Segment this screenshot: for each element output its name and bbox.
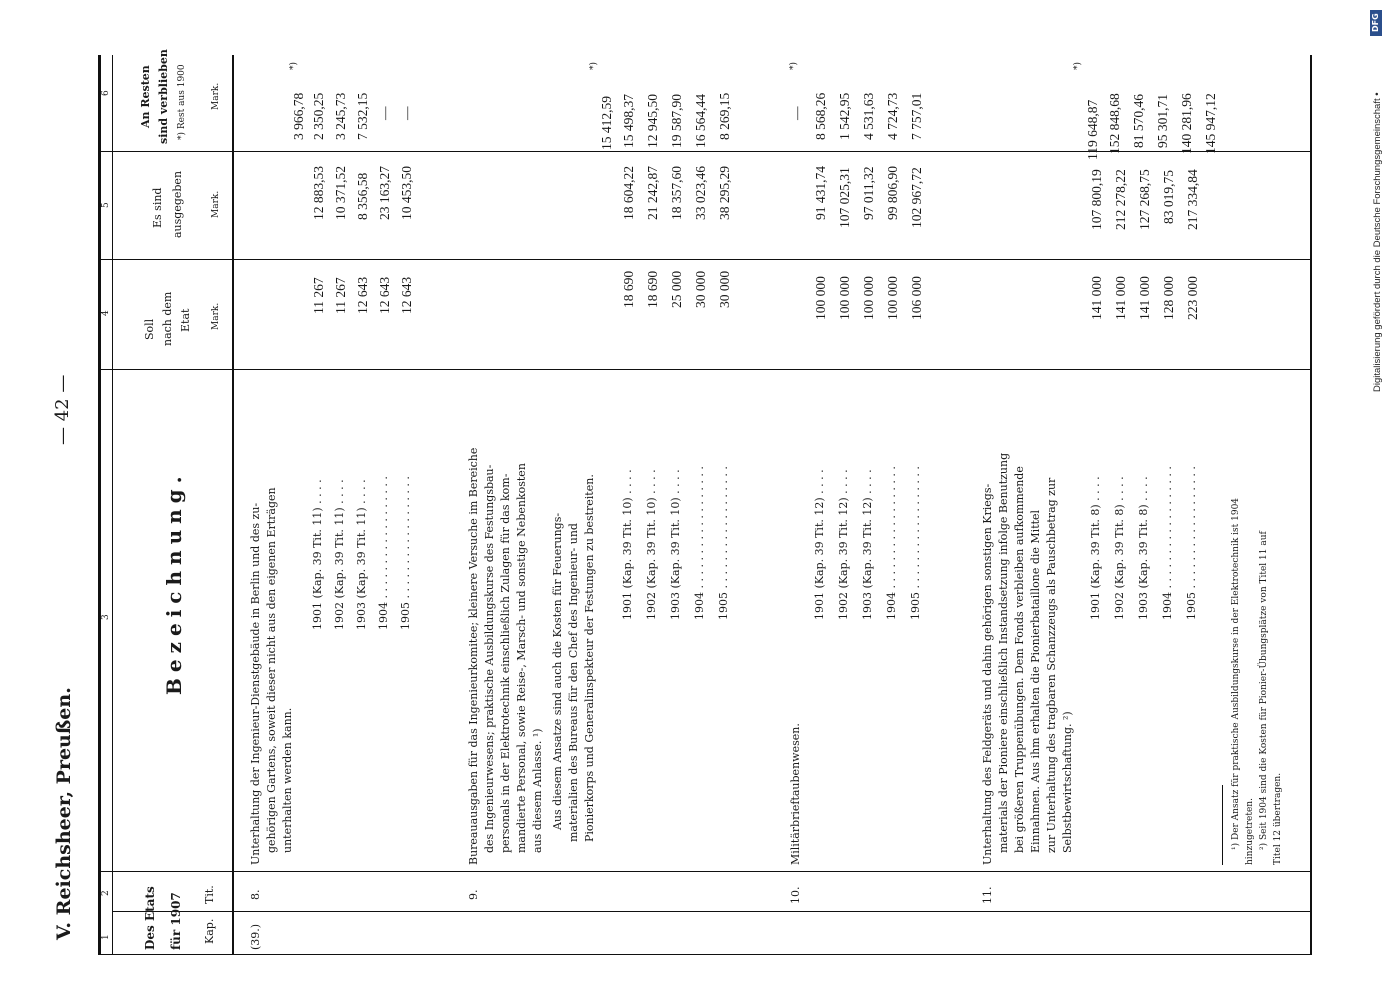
- col12-head-line2: für 1907: [169, 892, 183, 950]
- s9-row5-soll: 30 000: [717, 270, 732, 308]
- s11-row2-label: 1902 (Kap. 39 Tit. 8) . . . .: [1113, 476, 1126, 620]
- section-9-text-2: des Ingenieurwesens; praktische Ausbildungskurse des Festungsbau-: [483, 464, 496, 853]
- s10-row5-label: 1905 . . . . . . . . . . . . . . . . . .: [909, 466, 922, 620]
- col5-head-line2: ausgegeben: [171, 170, 184, 238]
- col-sep-kap-tit: [112, 911, 1310, 912]
- s10-row2-ausgegeben: 107 025,31: [837, 167, 852, 228]
- s9-row3-label: 1903 (Kap. 39 Tit. 10) . . . .: [669, 469, 682, 620]
- col6-head-line2: sind verblieben: [157, 49, 170, 144]
- section-title: V. Reichsheer, Preußen.: [53, 687, 75, 940]
- s10-row5-ausgegeben: 102 967,72: [909, 167, 924, 228]
- footnote-2-line1: ²) Seit 1904 sind die Kosten für Pionier-Übungsplätze von Titel 11 auf: [1259, 531, 1269, 850]
- col-num-4: 4: [101, 310, 111, 316]
- s11-row1-soll: 141 000: [1089, 276, 1104, 320]
- s9-row4-ausgegeben: 33 023,46: [693, 166, 708, 220]
- table-bottom-rule: [1310, 55, 1312, 955]
- header-bottom-rule: [232, 55, 234, 955]
- s11-row1-label: 1901 (Kap. 39 Tit. 8) . . . .: [1089, 476, 1102, 620]
- footnote-rule: [1222, 785, 1223, 865]
- s8-row4-label: 1904 . . . . . . . . . . . . . . . . . .: [377, 476, 390, 630]
- s9-row5-ausgegeben: 38 295,29: [717, 166, 732, 220]
- page-number: — 42 —: [52, 374, 73, 445]
- s8-row2-soll: 11 267: [333, 277, 348, 314]
- s8-row1-rest: 2 350,25: [311, 92, 326, 140]
- kap-label: Kap.: [203, 918, 216, 944]
- s9-row1-rest: 15 498,37: [621, 94, 636, 148]
- section-8-text-3: unterhalten werden kann.: [281, 707, 294, 853]
- s8-row4-ausgegeben: 23 163,27: [377, 166, 392, 220]
- col4-head-line3: Etat: [179, 308, 192, 332]
- s8-row3-rest: 7 532,15: [355, 92, 370, 140]
- col-num-2: 2: [101, 890, 111, 896]
- tit-label: Tit.: [203, 885, 216, 904]
- s8-row5-soll: 12 643: [399, 276, 414, 314]
- s9-row4-soll: 30 000: [693, 270, 708, 308]
- dfg-logo-text: DFG: [1371, 13, 1380, 32]
- table-top-rule: [98, 55, 101, 955]
- tit-9: 9.: [467, 889, 480, 900]
- col-num-3: 3: [101, 614, 111, 620]
- section-9-rest-mark: *): [589, 61, 599, 70]
- s8-row3-label: 1903 (Kap. 39 Tit. 11) . . . .: [355, 479, 368, 630]
- s10-row5-rest: 7 757,01: [909, 92, 924, 140]
- s9-row1-ausgegeben: 18 604,22: [621, 166, 636, 220]
- s9-row3-soll: 25 000: [669, 270, 684, 308]
- dfg-logo: [1370, 10, 1382, 36]
- section-11-text-3: bei größeren Truppenübungen. Dem Fonds verbleiben aufkommende: [1013, 466, 1026, 853]
- s11-row4-rest: 140 281,96: [1179, 93, 1194, 154]
- footnote-2-line2: Titel 12 übertragen.: [1273, 772, 1283, 865]
- s9-row5-rest: 8 269,15: [717, 92, 732, 140]
- col5-head-line1: Es sind: [151, 187, 164, 228]
- s11-row4-ausgegeben: 83 019,75: [1161, 170, 1176, 224]
- s11-row5-soll: 223 000: [1185, 276, 1200, 320]
- section-8-rest-mark: *): [289, 61, 299, 70]
- s8-row5-rest: —: [399, 106, 414, 120]
- s11-row1-rest: 152 848,68: [1107, 93, 1122, 154]
- s8-row3-soll: 12 643: [355, 276, 370, 314]
- s11-row5-ausgegeben: 217 334,84: [1185, 169, 1200, 230]
- s10-row1-rest: 8 568,26: [813, 92, 828, 140]
- section-8-text-1: Unterhaltung der Ingenieur-Dienstgebäude in Berlin und des zu-: [249, 502, 262, 865]
- footnote-1-line2: hinzugetreten.: [1245, 798, 1255, 865]
- section-11-text-2: materials der Pioniere einschließlich Instandsetzung infolge Benutzung: [997, 452, 1010, 853]
- section-10-rest-1900: —: [789, 106, 804, 120]
- s10-row3-soll: 100 000: [861, 276, 876, 320]
- col12-head-line1: Des Etats: [143, 886, 157, 950]
- s9-row2-rest: 12 945,50: [645, 94, 660, 148]
- s10-row3-label: 1903 (Kap. 39 Tit. 12) . . . .: [861, 469, 874, 620]
- col6-unit: Mark.: [211, 82, 221, 110]
- s9-row3-ausgegeben: 18 357,60: [669, 166, 684, 220]
- col4-unit: Mark.: [211, 302, 221, 330]
- s8-row5-label: 1905 . . . . . . . . . . . . . . . . . .: [399, 476, 412, 630]
- s11-row3-soll: 141 000: [1137, 276, 1152, 320]
- s9-row3-rest: 19 587,90: [669, 94, 684, 148]
- section-11-text-5: zur Unterhaltung des tragbaren Schanzzeugs als Pauschbetrag zur: [1045, 477, 1058, 853]
- s8-row1-ausgegeben: 12 883,53: [311, 166, 326, 220]
- tit-11: 11.: [981, 886, 994, 904]
- section-10-rest-mark: *): [789, 61, 799, 70]
- s11-row2-soll: 141 000: [1113, 276, 1128, 320]
- bezeichnung-heading: Bezeichnung.: [162, 470, 186, 695]
- section-9-text-3: personals in der Elektrotechnik einschließlich Zulagen für das kom-: [499, 473, 512, 853]
- section-11-rest-1900: 119 648,87: [1085, 99, 1100, 160]
- s10-row2-rest: 1 542,95: [837, 92, 852, 140]
- s9-row4-label: 1904 . . . . . . . . . . . . . . . . . .: [693, 466, 706, 620]
- s10-row2-soll: 100 000: [837, 276, 852, 320]
- section-9-text-1: Bureauausgaben für das Ingenieurkomitee; kleinere Versuche im Bereiche: [467, 447, 480, 865]
- s10-row4-label: 1904 . . . . . . . . . . . . . . . . . .: [885, 466, 898, 620]
- s10-row1-label: 1901 (Kap. 39 Tit. 12) . . . .: [813, 469, 826, 620]
- s8-row2-rest: 3 245,73: [333, 92, 348, 140]
- kap-value: (39.): [249, 923, 262, 950]
- col-sep-kap-b: [98, 871, 1310, 872]
- col-num-1: 1: [101, 934, 111, 940]
- s9-row4-rest: 16 564,44: [693, 94, 708, 148]
- s9-row1-soll: 18 690: [621, 270, 636, 308]
- s8-row2-ausgegeben: 10 371,52: [333, 166, 348, 220]
- section-11-text-6: Selbstbewirtschaftung. ²): [1061, 711, 1074, 853]
- s11-row3-ausgegeben: 127 268,75: [1137, 169, 1152, 230]
- col-num-5: 5: [101, 202, 111, 208]
- s11-row5-rest: 145 947,12: [1203, 93, 1218, 154]
- col5-unit: Mark.: [211, 190, 221, 218]
- col-num-6: 6: [101, 90, 111, 96]
- section-8-rest-1900: 3 966,78: [291, 92, 306, 140]
- col6-note: *) Rest aus 1900: [177, 64, 187, 140]
- tit-8: 8.: [249, 889, 262, 900]
- s9-row2-ausgegeben: 21 242,87: [645, 166, 660, 220]
- s10-row3-rest: 4 531,63: [861, 92, 876, 140]
- s10-row4-soll: 100 000: [885, 276, 900, 320]
- s10-row3-ausgegeben: 97 011,32: [861, 166, 876, 220]
- s10-row5-soll: 106 000: [909, 276, 924, 320]
- col4-head-line2: nach dem: [161, 291, 174, 346]
- s11-row5-label: 1905 . . . . . . . . . . . . . . . . . .: [1185, 466, 1198, 620]
- s8-row4-soll: 12 643: [377, 276, 392, 314]
- s10-row1-soll: 100 000: [813, 276, 828, 320]
- s9-row5-label: 1905 . . . . . . . . . . . . . . . . . .: [717, 466, 730, 620]
- s11-row3-rest: 95 301,71: [1155, 94, 1170, 148]
- col-sep-4-5: [98, 259, 1310, 260]
- s11-row4-label: 1904 . . . . . . . . . . . . . . . . . .: [1161, 466, 1174, 620]
- section-9-text-8: Pionierkorps und Generalinspekteur der Festungen zu bestreiten.: [583, 474, 596, 842]
- s8-row2-label: 1902 (Kap. 39 Tit. 11) . . . .: [333, 479, 346, 630]
- footnote-1-line1: ¹) Der Ansatz für praktische Ausbildungskurse in der Elektrotechnik ist 1904: [1231, 497, 1241, 850]
- s8-row1-soll: 11 267: [311, 277, 326, 314]
- s8-row3-ausgegeben: 8 356,58: [355, 172, 370, 220]
- s10-row4-rest: 4 724,73: [885, 92, 900, 140]
- section-10-text-1: Militärbrieftaubenwesen.: [789, 723, 802, 865]
- s10-row1-ausgegeben: 91 431,74: [813, 166, 828, 220]
- col6-head-line1: An Resten: [139, 65, 152, 128]
- s10-row4-ausgegeben: 99 806,90: [885, 166, 900, 220]
- section-9-text-5: aus diesem Anlasse. ¹): [531, 728, 544, 853]
- table-left-rule: [98, 954, 1310, 955]
- tit-10: 10.: [789, 886, 802, 904]
- section-9-text-6: Aus diesem Ansatze sind auch die Kosten für Feuerungs-: [551, 512, 564, 830]
- s8-row4-rest: —: [377, 106, 392, 120]
- s11-row3-label: 1903 (Kap. 39 Tit. 8) . . . .: [1137, 476, 1150, 620]
- section-11-text-1: Unterhaltung des Feldgeräts und dahin gehörigen sonstigen Kriegs-: [981, 483, 994, 865]
- s11-row2-rest: 81 570,46: [1131, 94, 1146, 148]
- section-8-text-2: gehörigen Gartens, soweit dieser nicht aus den eigenen Erträgen: [265, 487, 278, 853]
- digitization-credit: Digitalisierung gefördert durch die Deutsche Forschungsgemeinschaft •: [1372, 92, 1383, 392]
- s9-row1-label: 1901 (Kap. 39 Tit. 10) . . . .: [621, 469, 634, 620]
- col4-head-line1: Soll: [143, 318, 156, 340]
- s11-row2-ausgegeben: 212 278,22: [1113, 169, 1128, 230]
- s10-row2-label: 1902 (Kap. 39 Tit. 12) . . . .: [837, 469, 850, 620]
- column-number-rule: [112, 55, 113, 955]
- s8-row5-ausgegeben: 10 453,50: [399, 166, 414, 220]
- s9-row2-soll: 18 690: [645, 270, 660, 308]
- section-9-text-4: mandierte Personal, sowie Reise-, Marsch- und sonstige Nebenkosten: [515, 463, 528, 853]
- s9-row2-label: 1902 (Kap. 39 Tit. 10) . . . .: [645, 469, 658, 620]
- s11-row1-ausgegeben: 107 800,19: [1089, 169, 1104, 230]
- col-sep-3-4: [98, 369, 1310, 370]
- col-sep-5-6: [98, 151, 1310, 152]
- s11-row4-soll: 128 000: [1161, 276, 1176, 320]
- section-11-rest-mark: *): [1073, 61, 1083, 70]
- s8-row1-label: 1901 (Kap. 39 Tit. 11) . . . .: [311, 479, 324, 630]
- section-9-rest-1900: 15 412,59: [599, 96, 614, 150]
- section-9-text-7: materialien des Bureaus für den Chef des Ingenieur- und: [567, 523, 580, 842]
- section-11-text-4: Einnahmen. Aus ihm erhalten die Pionierbataillone die Mittel: [1029, 509, 1042, 853]
